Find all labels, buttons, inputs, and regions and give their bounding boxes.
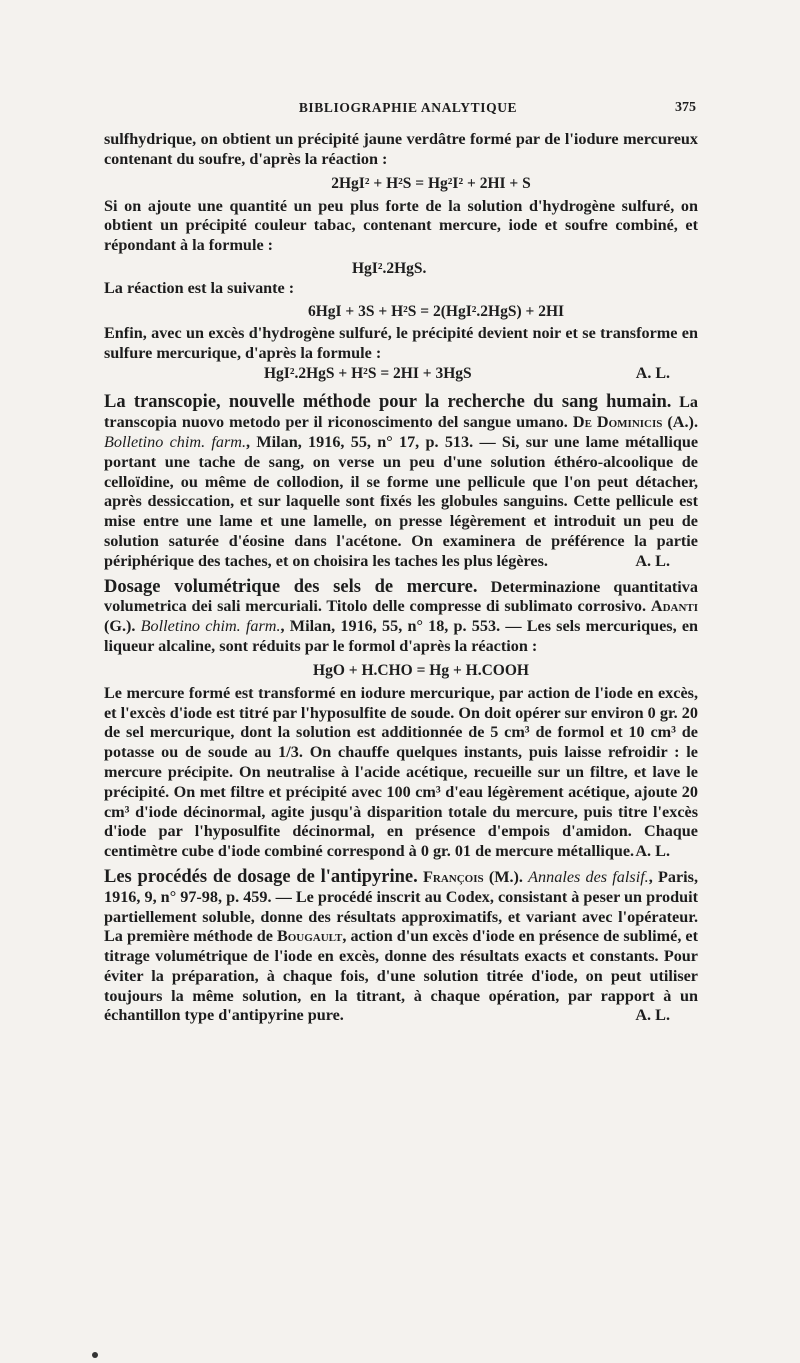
article-body-rest: , action d'un excès d'iode en présence de sublimé, et titrage volumétrique de l'iode en excès, donne des résultats exacts et constants. Pour éviter la préparation, à chaque fois, d'une solution titrée d'iode, on peut utiliser toujours la même solution, en la titrant, à chaque opération, par rapport à un échantillon type d'antipyrine pure. <box>104 927 699 1025</box>
article-body: — Les sels mercuriques, en liqueur alcaline, sont réduits par le formol d'après la réaction : <box>104 617 699 655</box>
intro-paragraph-2: Si on ajoute une quantité un peu plus forte de la solution d'hydrogène sulfuré, on obtient un précipité couleur tabac, contenant mercure, iode et soufre combiné, et répondant à la formule : <box>104 196 698 255</box>
article-body-continued <box>104 684 698 862</box>
article-reference: , Milan, 1916, 55, n° 18, p. 553. <box>280 617 501 636</box>
article-source-title: La transcopia nuovo metodo per il riconoscimento del sangue umano. <box>104 393 698 432</box>
intro-paragraph-4: Enfin, avec un excès d'hydrogène sulfuré, le précipité devient noir et se transforme en sulfure mercurique, d'après la formule : <box>104 323 698 362</box>
article-author-initial: (M.). <box>488 867 523 886</box>
page-header <box>120 100 696 122</box>
article-antipyrine <box>104 868 698 1026</box>
formula-1: 2HgI² + H²S = Hg²I² + 2HI + S <box>331 174 531 192</box>
signature: A. L. <box>635 551 670 570</box>
article-author: De Dominicis <box>572 413 663 432</box>
article-author: Adanti <box>650 597 699 616</box>
article-reference: , Paris, 1916, 9, n° 97-98, p. 459. <box>104 867 698 906</box>
running-head: BIBLIOGRAPHIE ANALYTIQUE <box>298 100 518 115</box>
article-author-initial: (A.). <box>667 413 698 432</box>
intro-paragraph-3: La réaction est la suivante : <box>104 278 295 297</box>
page-body <box>104 130 698 1026</box>
article-reference: , Milan, 1916, 55, n° 17, p. 513. <box>246 432 474 451</box>
article-source-title: Determinazione quantitativa volumetrica dei sali mercuriali. Titolo delle compresse di sublimato corrosivo. <box>104 577 698 616</box>
article-dosage-mercure <box>104 578 698 657</box>
signature: A. L. <box>635 842 670 861</box>
article-author-initial: (G.). <box>104 617 136 636</box>
article-journal: Bolletino chim. farm. <box>140 617 281 636</box>
signature: A. L. <box>635 365 670 383</box>
article-transcopie <box>104 393 698 571</box>
intro-paragraph-1: sulfhydrique, on obtient un précipité jaune verdâtre formé par de l'iodure mercureux contenant du soufre, d'après la réaction : <box>104 130 698 168</box>
formula-4: HgI².2HgS + H²S = 2HI + 3HgS <box>264 365 472 383</box>
formula-5: HgO + H.CHO = Hg + H.COOH <box>313 661 529 679</box>
article-body: — Le procédé inscrit au Codex, consistant à peser un produit partiellement soluble, donne des résultats approximatifs, et variant avec l'opérateur. La première méthode de <box>104 887 699 946</box>
signature: A. L. <box>635 1006 670 1025</box>
page-number: 375 <box>675 100 696 115</box>
article-body-2: Le mercure formé est transformé en iodure mercurique, par action de l'iode en excès, et l'excès d'iode est titré par l'hyposulfite de soude. On doit opérer sur environ 0 gr. 20 de sel mercurique, dont la solution est additionnée de 5 cm³ de formol et 10 cm³ de potasse ou de soude au 1/3. On chauffe quelques instants, puis laisse refroidir : le mercure précipite. On neutralise à l'acide acétique, recueille sur un filtre, et lave le précipité. On met filtre et précipité avec 100 cm³ d'eau légèrement acétique, ajoute 20 cm³ d'iode décinormal, agite jusqu'à disparition totale du mercure, puis titre l'excès d'iode par l'hyposulfite décinormal, en présence d'empois d'amidon. Chaque centimètre cube d'iode combiné correspond à 0 gr. 01 de mercure métallique. <box>104 683 698 861</box>
formula-4-line <box>104 363 698 387</box>
formula-2: HgI².2HgS. <box>352 259 427 277</box>
formula-3: 6HgI + 3S + H²S = 2(HgI².2HgS) + 2HI <box>307 302 565 320</box>
article-title: Les procédés de dosage de l'antipyrine. <box>104 866 418 887</box>
article-title: La transcopie, nouvelle méthode pour la recherche du sang humain. <box>104 392 672 413</box>
article-journal: Annales des falsif. <box>528 867 649 886</box>
ink-speck <box>92 1352 98 1358</box>
article-title: Dosage volumétrique des sels de mercure. <box>104 576 478 597</box>
article-journal: Bolletino chim. farm. <box>104 432 247 451</box>
article-body: — Si, sur une lame métallique portant une tache de sang, on verse un peu d'une solution éthéro-alcoolique de celloïdine, ou même de collodion, il se forme une pellicule que l'on peut détacher, après dessiccation, et sur laquelle sont fixés les globules sanguins. Cette pellicule est mise entre une lame et une lamelle, on presse légèrement et introduit un peu de solution saturée d'éosine dans l'acétone. On examinera de préférence la partie périphérique des taches, et on choisira les taches les plus légères. <box>104 432 699 570</box>
cited-author: Bougault <box>276 927 343 946</box>
article-author: François <box>422 867 484 886</box>
